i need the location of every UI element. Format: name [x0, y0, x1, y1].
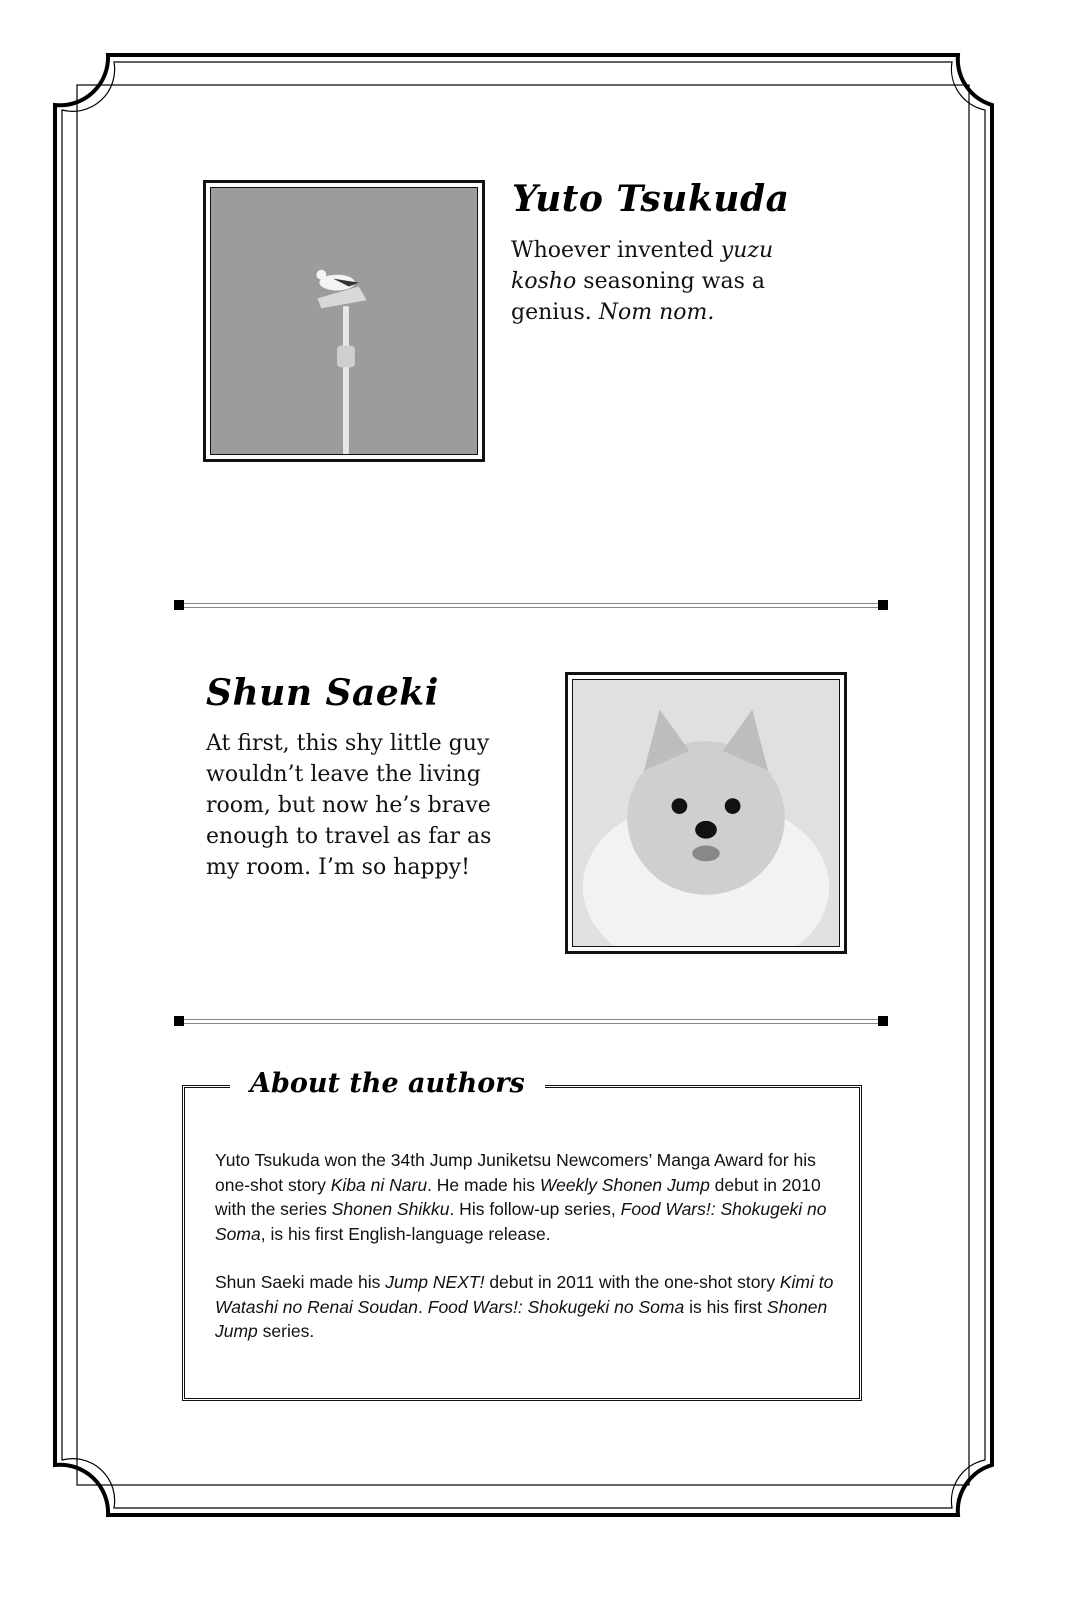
yuto-photo-frame: [203, 180, 485, 462]
author-comment-yuto: [511, 235, 811, 328]
text: series.: [257, 1321, 315, 1341]
about-paragraph-yuto: [215, 1148, 835, 1246]
dog-photo: [572, 679, 840, 947]
section-divider: [174, 602, 888, 608]
title-italic: Food Wars!: Shokugeki no Soma: [427, 1296, 685, 1317]
about-text: [215, 1148, 835, 1368]
seagull-illustration: [211, 188, 477, 454]
author-name-yuto: Yuto Tsukuda: [512, 178, 790, 220]
text: , is his first English-language release.: [260, 1223, 551, 1244]
title-italic: Weekly Shonen Jump: [539, 1174, 710, 1195]
about-title: About the authors: [230, 1068, 545, 1099]
pomeranian-illustration: [573, 680, 839, 946]
text: .: [418, 1296, 428, 1317]
title-italic: Shonen Jump: [215, 1296, 828, 1341]
text: . His follow-up series,: [449, 1199, 621, 1219]
comment-italic: yuzu kosho: [511, 238, 774, 294]
comment-text: seasoning was a genius.: [511, 269, 766, 325]
author-name-shun: Shun Saeki: [206, 672, 439, 714]
shun-photo-frame: [565, 672, 847, 954]
text: debut in 2011 with the one-shot story: [484, 1272, 780, 1292]
title-italic: Kimi to Watashi no Renai Soudan: [215, 1272, 834, 1317]
text: Shun Saeki made his: [215, 1272, 386, 1292]
seagull-photo: [210, 187, 478, 455]
comment-text: Whoever invented: [511, 238, 721, 263]
text: . He made his: [427, 1174, 540, 1195]
title-italic: Shonen Shikku: [331, 1199, 450, 1219]
title-italic: Food Wars!: Shokugeki no Soma: [215, 1199, 827, 1244]
author-comment-shun: At first, this shy little guy wouldn’t leave the living room, but now he’s brave enough to travel as far as my room. I’m so happy!: [206, 731, 492, 880]
text: debut in 2010 with the series: [215, 1174, 821, 1219]
title-italic: Kiba ni Naru: [330, 1174, 428, 1195]
text: is his first: [684, 1296, 767, 1317]
comment-italic: Nom nom.: [598, 300, 715, 325]
section-divider: [174, 1018, 888, 1024]
title-italic: Jump NEXT!: [385, 1272, 485, 1292]
about-paragraph-shun: [215, 1270, 835, 1344]
text: Yuto Tsukuda won the 34th Jump Juniketsu Newcomers’ Manga Award for his one-shot story: [215, 1150, 816, 1195]
